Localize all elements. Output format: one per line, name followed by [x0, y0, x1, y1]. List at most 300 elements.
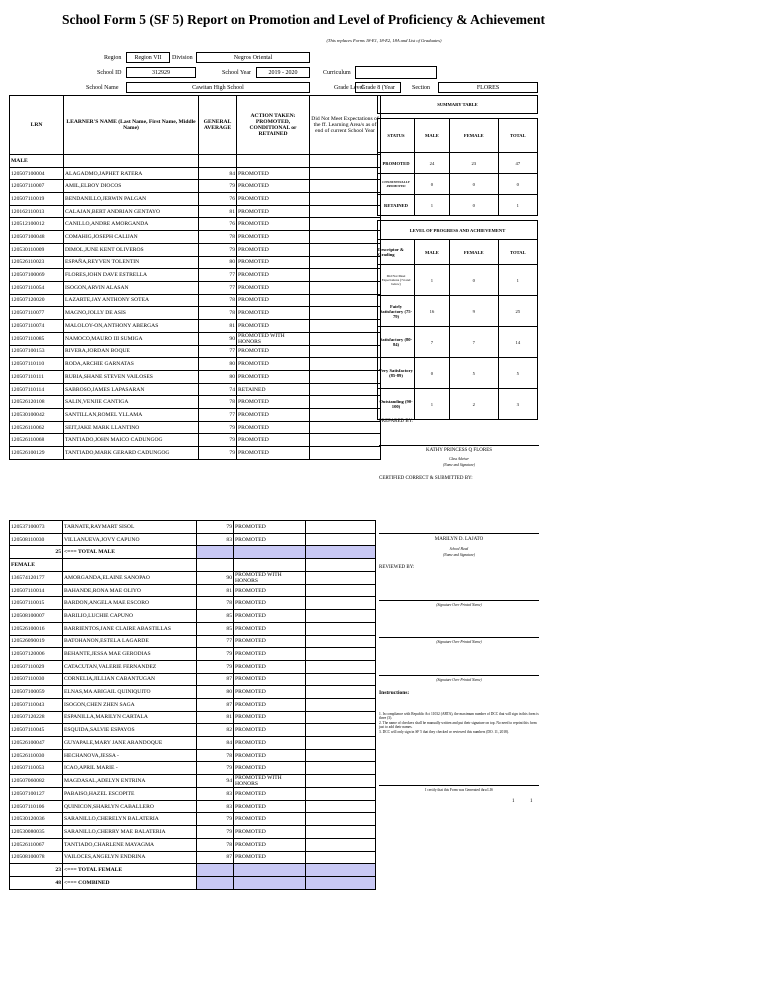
name-cell: AMIL,ELBOY DIOCOS — [64, 180, 199, 193]
action-cell: PROMOTED — [234, 711, 306, 724]
lrn-cell: 120537100073 — [10, 521, 63, 534]
school-head-caption: (Name and Signature) — [443, 553, 475, 557]
name-cell: SANTILLAN,ROMEL YLLAMA — [64, 409, 199, 422]
action-cell: PROMOTED — [234, 826, 306, 839]
name-cell: SARANILLO,CHERELYN BALATERIA — [63, 813, 197, 826]
summary-head-female: FEMALE — [449, 119, 498, 153]
action-cell: PROMOTED — [234, 800, 306, 813]
action-cell: RETAINED — [237, 383, 310, 396]
summary-value: 0 — [449, 174, 498, 195]
table-row — [10, 584, 376, 597]
summary-head-male: MALE — [415, 119, 450, 153]
lrn-cell: 120508110030 — [10, 533, 63, 546]
lrn-cell: 120162110013 — [10, 205, 64, 218]
name-cell: ESPANILLA,MARILYN CARTALA — [63, 711, 197, 724]
summary-head-total: TOTAL — [498, 119, 537, 153]
name-cell: TANTIADO,CHARLENE MAYAGMA — [63, 838, 197, 851]
average-cell: 85 — [197, 610, 234, 623]
unmet-cell — [306, 622, 376, 635]
name-cell: PABAISO,HAZEL ESCOPITE — [63, 788, 197, 801]
action-cell: PROMOTED — [237, 281, 310, 294]
reviewer-1-caption: (Signature Over Printed Name) — [436, 603, 482, 607]
unmet-cell — [310, 281, 381, 294]
action-cell: PROMOTED — [237, 193, 310, 206]
col-average: GENERAL AVERAGE — [199, 96, 237, 155]
action-cell: PROMOTED — [237, 307, 310, 320]
action-cell: PROMOTED — [234, 851, 306, 864]
name-cell: VILLANUEVA,JOVY CAPUNO — [63, 533, 197, 546]
level-value: 7 — [415, 327, 450, 358]
name-cell: MAGNO,JOLLY DE ASIS — [64, 307, 199, 320]
name-cell: BENDANILLO,JERWIN PALGAN — [64, 193, 199, 206]
reviewer-2-caption: (Signature Over Printed Name) — [436, 640, 482, 644]
prepared-by-label: PREPARED BY: — [379, 419, 414, 424]
table-row — [10, 231, 381, 244]
summary-value: 0 — [498, 174, 537, 195]
page-break — [0, 491, 768, 514]
unmet-cell — [306, 711, 376, 724]
name-cell: CORNELIA,JILLIAN CABANTUGAN — [63, 673, 197, 686]
table-row — [10, 648, 376, 661]
average-cell: 80 — [199, 371, 237, 384]
table-row — [10, 826, 376, 839]
average-cell: 90 — [197, 571, 234, 584]
lrn-cell: 120507110074 — [10, 319, 64, 332]
unmet-cell — [306, 533, 376, 546]
summary-title: SUMMARY TABLE — [378, 96, 538, 114]
total-male-label: <=== TOTAL MALE — [63, 546, 197, 559]
name-cell: SEIT,JAKE MARK LLANTINO — [64, 421, 199, 434]
table-row — [10, 788, 376, 801]
name-cell: CALAJAN,BERT ANDRIAN GENTAYO — [64, 205, 199, 218]
table-row — [10, 332, 381, 345]
grade-level-label: Grade Level — [334, 85, 364, 91]
action-cell: PROMOTED — [237, 218, 310, 231]
average-cell: 87 — [197, 698, 234, 711]
unmet-cell — [310, 421, 381, 434]
name-cell: SALIN,VENJIE CANTIGA — [64, 396, 199, 409]
table-row — [10, 749, 376, 762]
table-row — [10, 294, 381, 307]
unmet-cell — [310, 218, 381, 231]
total-female-label: <=== TOTAL FEMALE — [63, 864, 197, 877]
unmet-cell — [310, 193, 381, 206]
level-value: 0 — [449, 265, 498, 296]
division-label: Division — [172, 55, 193, 61]
lrn-cell: 120507110007 — [10, 180, 64, 193]
lrn-cell: 120526100129 — [10, 447, 64, 460]
action-cell: PROMOTED — [237, 409, 310, 422]
reviewed-by-label: REVIEWED BY: — [379, 565, 415, 570]
summary-status: RETAINED — [378, 195, 415, 216]
average-cell: 78 — [197, 838, 234, 851]
instructions-title: Instructions: — [379, 690, 410, 696]
levels-head-female: FEMALE — [449, 240, 498, 265]
summary-head-status: STATUS — [378, 119, 415, 153]
school-id-field: 312929 — [126, 67, 196, 78]
lrn-cell: 120530100042 — [10, 409, 64, 422]
lrn-cell: 120507110085 — [10, 332, 64, 345]
unmet-cell — [306, 635, 376, 648]
table-row — [10, 838, 376, 851]
lrn-cell: 120526120108 — [10, 396, 64, 409]
form-title: School Form 5 (SF 5) Report on Promotion and Level of Proficiency & Achievement — [62, 12, 546, 27]
table-row — [10, 345, 381, 358]
lrn-cell: 120530110009 — [10, 243, 64, 256]
name-cell: TANTIADO,MARK GERARD CADUNGOG — [64, 447, 199, 460]
action-cell: PROMOTED — [234, 584, 306, 597]
unmet-cell — [310, 447, 381, 460]
unmet-cell — [306, 788, 376, 801]
average-cell: 79 — [197, 660, 234, 673]
learners-table-continued — [9, 520, 376, 890]
total-combined-count: 48 — [10, 876, 63, 889]
name-cell: ISOGON,ARVIN ALASAN — [64, 281, 199, 294]
action-cell: PROMOTED — [237, 269, 310, 282]
action-cell: PROMOTED — [237, 358, 310, 371]
lrn-cell: 120507110030 — [10, 673, 63, 686]
lrn-cell: 120507100004 — [10, 167, 64, 180]
col-action: ACTION TAKEN: PROMOTED, CONDITIONAL or RETAINED — [237, 96, 310, 155]
action-cell: PROMOTED — [237, 243, 310, 256]
average-cell: 78 — [199, 231, 237, 244]
table-row — [10, 205, 381, 218]
unmet-cell — [306, 775, 376, 788]
curriculum-label: Curriculum — [323, 70, 351, 76]
school-id-label: School ID — [97, 70, 122, 76]
unmet-cell — [306, 521, 376, 534]
table-row — [10, 269, 381, 282]
unmet-cell — [310, 383, 381, 396]
lrn-cell: 120507110015 — [10, 597, 63, 610]
summary-value: 23 — [449, 153, 498, 174]
male-section-label: MALE — [10, 155, 64, 168]
action-cell: PROMOTED — [237, 396, 310, 409]
unmet-cell — [310, 180, 381, 193]
action-cell: PROMOTED — [237, 447, 310, 460]
total-male-count: 25 — [10, 546, 63, 559]
summary-status: PROMOTED — [378, 153, 415, 174]
lrn-cell: 120507100069 — [10, 269, 64, 282]
average-cell: 79 — [197, 521, 234, 534]
lrn-cell: 120507110029 — [10, 660, 63, 673]
level-value: 14 — [498, 327, 537, 358]
name-cell: ISOGON,CHEN ZHEN SAGA — [63, 698, 197, 711]
table-row — [10, 521, 376, 534]
action-cell: PROMOTED — [237, 256, 310, 269]
unmet-cell — [310, 434, 381, 447]
table-row — [10, 635, 376, 648]
table-row — [10, 434, 381, 447]
table-row — [10, 409, 381, 422]
average-cell: 80 — [199, 358, 237, 371]
lrn-cell: 120507110043 — [10, 698, 63, 711]
action-cell: PROMOTED — [237, 180, 310, 193]
unmet-cell — [310, 371, 381, 384]
section-field: FLORES — [438, 82, 538, 93]
name-cell: DIMOL,JUNE KENT OLIVEROS — [64, 243, 199, 256]
action-cell: PROMOTED — [234, 521, 306, 534]
action-cell: PROMOTED — [234, 737, 306, 750]
table-row — [10, 673, 376, 686]
name-cell: CANILLO,ANDRE AMORGANDA — [64, 218, 199, 231]
name-cell: MAGDASAL,ADELYN ENTRINA — [63, 775, 197, 788]
table-row — [10, 383, 381, 396]
total-combined-label: <=== COMBINED — [63, 876, 197, 889]
table-row — [10, 571, 376, 584]
unmet-cell — [310, 294, 381, 307]
unmet-cell — [306, 584, 376, 597]
average-cell: 79 — [199, 180, 237, 193]
table-row — [10, 800, 376, 813]
page-number: 1 — [512, 799, 515, 804]
table-row — [10, 610, 376, 623]
average-cell: 78 — [199, 294, 237, 307]
average-cell: 79 — [197, 648, 234, 661]
average-cell: 83 — [197, 788, 234, 801]
name-cell: COMAHIG,JOSEPH CALIJAN — [64, 231, 199, 244]
region-label: Region — [104, 55, 122, 61]
unmet-cell — [310, 396, 381, 409]
average-cell: 77 — [199, 281, 237, 294]
lrn-cell: 120526110030 — [10, 749, 63, 762]
name-cell: RUBIA,SHANE STEVEN VAILOSES — [64, 371, 199, 384]
action-cell: PROMOTED — [234, 635, 306, 648]
average-cell: 80 — [199, 256, 237, 269]
name-cell: ICAO,APRIL MARIE - — [63, 762, 197, 775]
unmet-cell — [306, 648, 376, 661]
action-cell: PROMOTED — [234, 533, 306, 546]
table-row — [10, 307, 381, 320]
female-section-label: FEMALE — [10, 559, 63, 572]
table-row — [10, 243, 381, 256]
unmet-cell — [310, 358, 381, 371]
lrn-cell: 120507100127 — [10, 788, 63, 801]
unmet-cell — [310, 332, 381, 345]
name-cell: ESPAÑA,REYVEN TOLENTIN — [64, 256, 199, 269]
adviser-name: KATHY PRINCESS Q FLORES — [425, 448, 493, 453]
level-value: 5 — [498, 358, 537, 389]
level-descriptor: Very Satisfactory (85-89) — [378, 358, 415, 389]
level-value: 25 — [498, 296, 537, 327]
table-row — [10, 686, 376, 699]
table-row — [10, 533, 376, 546]
lrn-cell: 120508100007 — [10, 610, 63, 623]
unmet-cell — [306, 749, 376, 762]
action-cell: PROMOTED — [237, 345, 310, 358]
action-cell: PROMOTED — [237, 434, 310, 447]
lrn-cell: 136574120177 — [10, 571, 63, 584]
name-cell: MALOLOY-ON,ANTHONY ABERGAS — [64, 319, 199, 332]
average-cell: 78 — [199, 396, 237, 409]
name-cell: LAZARTE,JAY ANTHONY SOTEA — [64, 294, 199, 307]
summary-value: 0 — [415, 174, 450, 195]
lrn-cell: 120507120228 — [10, 711, 63, 724]
col-lrn: LRN — [10, 96, 64, 155]
level-value: 1 — [415, 389, 450, 420]
lrn-cell: 120507110019 — [10, 193, 64, 206]
lrn-cell: 120526110062 — [10, 421, 64, 434]
lrn-cell: 120507110053 — [10, 762, 63, 775]
unmet-cell — [306, 571, 376, 584]
unmet-cell — [306, 724, 376, 737]
average-cell: 81 — [199, 319, 237, 332]
action-cell: PROMOTED — [234, 788, 306, 801]
name-cell: TARNATE,RAYMART SISOL — [63, 521, 197, 534]
action-cell: PROMOTED WITH HONORS — [234, 775, 306, 788]
action-cell: PROMOTED — [234, 597, 306, 610]
level-value: 7 — [449, 327, 498, 358]
average-cell: 79 — [197, 762, 234, 775]
lrn-cell: 120526100047 — [10, 737, 63, 750]
unmet-cell — [306, 826, 376, 839]
average-cell: 87 — [197, 673, 234, 686]
summary-value: 24 — [415, 153, 450, 174]
average-cell: 87 — [197, 851, 234, 864]
lrn-cell: 120507110014 — [10, 584, 63, 597]
levels-title: LEVEL OF PROGRESS AND ACHIEVEMENT — [378, 221, 538, 240]
school-year-field: 2019 - 2020 — [256, 67, 310, 78]
level-value: 2 — [449, 389, 498, 420]
name-cell: FLORES,JOHN DAVE ESTRELLA — [64, 269, 199, 282]
action-cell: PROMOTED — [234, 813, 306, 826]
certified-label: CERTIFIED CORRECT & SUBMITTED BY: — [379, 476, 473, 481]
table-row — [10, 622, 376, 635]
form-subtitle: (This replaces Forms 18-E1, 18-E2, 18A and List of Graduates) — [326, 38, 442, 43]
name-cell: SARANILLO,CHERRY MAE BALATERIA — [63, 826, 197, 839]
unmet-cell — [306, 813, 376, 826]
name-cell: ELNAS,MA ABIGAIL QUINIQUITO — [63, 686, 197, 699]
table-row — [10, 281, 381, 294]
summary-value: 47 — [498, 153, 537, 174]
lrn-cell: 120507110110 — [10, 358, 64, 371]
action-cell: PROMOTED — [234, 724, 306, 737]
average-cell: 74 — [199, 383, 237, 396]
table-row — [10, 358, 381, 371]
col-name: LEARNER'S NAME (Last Name, First Name, Middle Name) — [64, 96, 199, 155]
name-cell: BEHANTE,JESSA MAE GERODIAS — [63, 648, 197, 661]
lrn-cell: 120526100016 — [10, 622, 63, 635]
average-cell: 76 — [199, 193, 237, 206]
name-cell: BAHANDE,RONA MAE OLIYO — [63, 584, 197, 597]
level-value: 16 — [415, 296, 450, 327]
action-cell: PROMOTED — [234, 610, 306, 623]
unmet-cell — [310, 345, 381, 358]
name-cell: BARRIENTOS,JANE CLAIRE ABASTILLAS — [63, 622, 197, 635]
average-cell: 82 — [197, 724, 234, 737]
action-cell: PROMOTED WITH HONORS — [234, 571, 306, 584]
summary-value: 1 — [498, 195, 537, 216]
instruction-item: 3. DCC will only sign in SF 5 that they checked or reviewed this numbers (DO. 11, 2018). — [379, 729, 509, 734]
unmet-cell — [310, 231, 381, 244]
lrn-cell: 120526090019 — [10, 635, 63, 648]
unmet-cell — [310, 307, 381, 320]
table-row — [10, 762, 376, 775]
adviser-role: Class Adviser — [449, 457, 469, 461]
lrn-cell: 120507110077 — [10, 307, 64, 320]
level-value: 3 — [498, 389, 537, 420]
lrn-cell: 120530120036 — [10, 813, 63, 826]
unmet-cell — [306, 698, 376, 711]
levels-head-descriptor: Descriptor & Grading — [378, 240, 415, 265]
section-label: Section — [412, 85, 430, 91]
table-row — [10, 597, 376, 610]
unmet-cell — [306, 660, 376, 673]
action-cell: PROMOTED — [234, 622, 306, 635]
lrn-cell: 120507100153 — [10, 345, 64, 358]
unmet-cell — [306, 762, 376, 775]
action-cell: PROMOTED — [234, 749, 306, 762]
table-row — [10, 371, 381, 384]
unmet-cell — [310, 205, 381, 218]
name-cell: BATOHANON,ESTELA LAGARDE — [63, 635, 197, 648]
average-cell: 83 — [197, 533, 234, 546]
lrn-cell: 120507110045 — [10, 724, 63, 737]
school-head-role: School Head — [449, 547, 469, 551]
table-row — [10, 447, 381, 460]
action-cell: PROMOTED — [237, 231, 310, 244]
table-row — [10, 851, 376, 864]
instructions-list — [379, 712, 539, 734]
average-cell: 80 — [197, 686, 234, 699]
average-cell: 90 — [199, 332, 237, 345]
level-descriptor: Fairly Satisfactory (75-79) — [378, 296, 415, 327]
table-row — [10, 698, 376, 711]
average-cell: 79 — [199, 243, 237, 256]
instruction-item: 1. In compliance with Republic Act 11032 (ARTA), the maximum number of DCC that will sign in this form is three (3). — [379, 712, 539, 721]
generated-note: I certify that this Form was Generated thru LIS — [425, 788, 493, 792]
name-cell: TANTIADO,JOHN MAICO CADUNGOG — [64, 434, 199, 447]
lrn-cell: 120508100078 — [10, 851, 63, 864]
summary-table — [377, 95, 538, 420]
average-cell: 78 — [197, 749, 234, 762]
average-cell: 84 — [197, 737, 234, 750]
action-cell: PROMOTED — [237, 371, 310, 384]
name-cell: HECHANOVA,JESSA - — [63, 749, 197, 762]
summary-value: 0 — [449, 195, 498, 216]
lrn-cell: 120507110111 — [10, 371, 64, 384]
region-field: Region VII — [126, 52, 170, 63]
unmet-cell — [306, 737, 376, 750]
name-cell: SABROSO,JAMES LAPASARAN — [64, 383, 199, 396]
curriculum-field — [355, 66, 437, 79]
lrn-cell: 120507100059 — [10, 686, 63, 699]
table-row — [10, 724, 376, 737]
average-cell: 83 — [197, 800, 234, 813]
table-row — [10, 775, 376, 788]
lrn-cell: 120526110067 — [10, 838, 63, 851]
average-cell: 79 — [199, 434, 237, 447]
lrn-cell: 120507100048 — [10, 231, 64, 244]
average-cell: 85 — [197, 622, 234, 635]
unmet-cell — [310, 409, 381, 422]
table-row — [10, 711, 376, 724]
level-descriptor: Satisfactory (80-84) — [378, 327, 415, 358]
average-cell: 77 — [199, 345, 237, 358]
name-cell: NAMOCO,MAURO III SUMIGA — [64, 332, 199, 345]
school-name-label: School Name — [86, 85, 119, 91]
average-cell: 94 — [197, 775, 234, 788]
name-cell: CATACUTAN,VALERIE FERNANDEZ — [63, 660, 197, 673]
lrn-cell: 120507110054 — [10, 281, 64, 294]
unmet-cell — [310, 256, 381, 269]
summary-value: 1 — [415, 195, 450, 216]
average-cell: 76 — [199, 218, 237, 231]
action-cell: PROMOTED WITH HONORS — [237, 332, 310, 345]
average-cell: 78 — [199, 307, 237, 320]
table-row — [10, 660, 376, 673]
school-year-label: School Year — [222, 70, 252, 76]
